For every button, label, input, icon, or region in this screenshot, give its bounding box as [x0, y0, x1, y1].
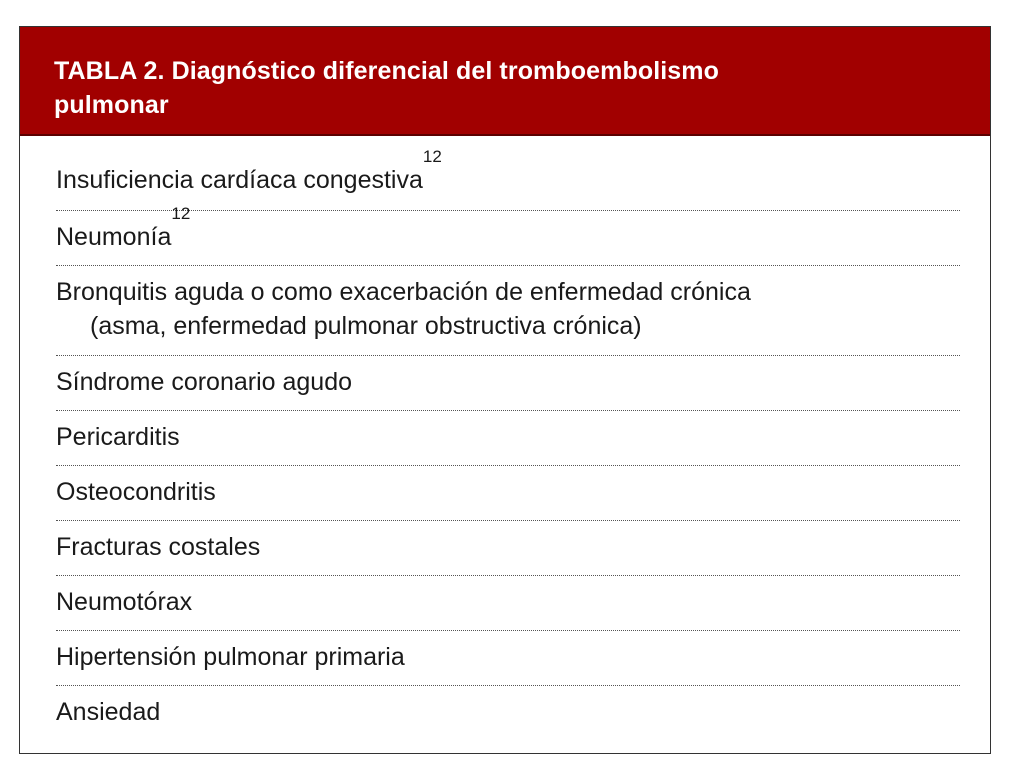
table-row: [20, 631, 990, 686]
row-text: Bronquitis aguda o como exacerbación de enfermedad crónica: [56, 278, 751, 306]
reference-superscript: 12: [171, 204, 191, 223]
row-text: Neumonía: [56, 223, 172, 251]
table-row: [20, 576, 990, 631]
row-text: Pericarditis: [56, 423, 180, 451]
table-header: [20, 27, 990, 134]
table-row: [20, 266, 990, 356]
differential-diagnosis-table: [19, 26, 991, 754]
row-text: Fracturas costales: [56, 533, 261, 561]
table-row: [20, 411, 990, 466]
row-text: Ansiedad: [56, 698, 161, 726]
row-text: Síndrome coronario agudo: [56, 368, 353, 396]
table-row: [20, 356, 990, 411]
table-row: [20, 686, 990, 741]
table-row: [20, 466, 990, 521]
table-rows: [20, 147, 990, 741]
table-title: [54, 54, 960, 122]
row-text: Osteocondritis: [56, 478, 216, 506]
table-title-line-1: TABLA 2. Diagnóstico diferencial del tromboembolismo: [54, 57, 720, 85]
table-title-line-2: pulmonar: [54, 91, 169, 119]
row-text: Insuficiencia cardíaca congestiva: [56, 166, 423, 194]
table-row: [20, 204, 990, 266]
row-text: Hipertensión pulmonar primaria: [56, 643, 405, 671]
row-text: Neumotórax: [56, 588, 193, 616]
row-text-continuation: (asma, enfermedad pulmonar obstructiva crónica): [90, 312, 642, 340]
header-divider: [20, 134, 990, 136]
table-row: [20, 147, 990, 211]
reference-superscript: 12: [422, 147, 442, 166]
table-row: [20, 521, 990, 576]
